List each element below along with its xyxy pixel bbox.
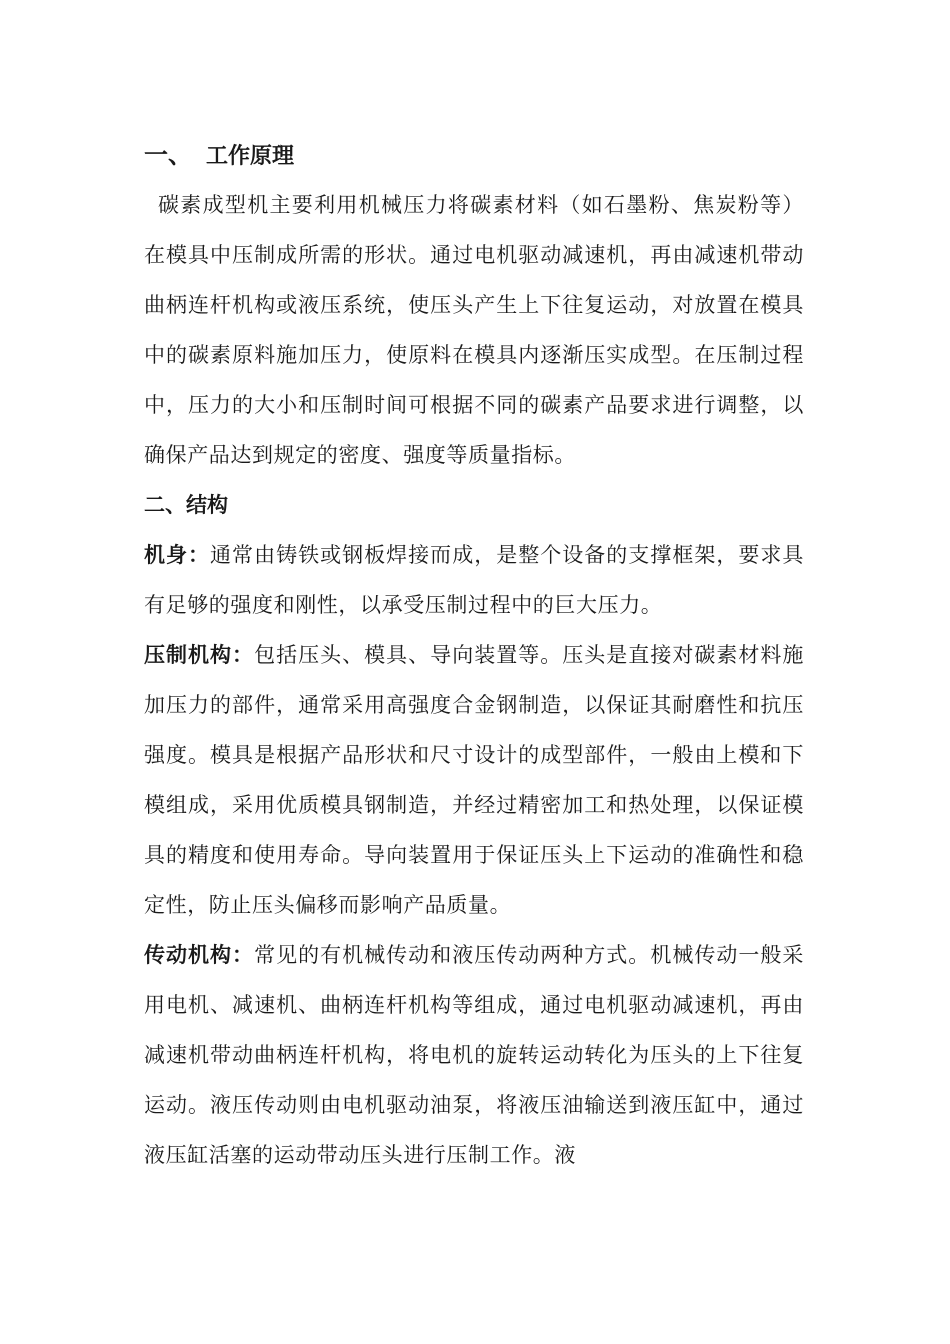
document-page [144, 130, 804, 1180]
structure-item-text: 常见的有机械传动和液压传动两种方式。机械传动一般采用电机、减速机、曲柄连杆机构等组成，通过电机驱动减速机，再由减速机带动曲柄连杆机构，将电机的旋转运动转化为压头的上下往复运动。液压传动则由电机驱动油泵，将液压油输送到液压缸中，通过液压缸活塞的运动带动压头进行压制工作。液 [144, 943, 805, 1167]
structure-item-text: 通常由铸铁或钢板焊接而成，是整个设备的支撑框架，要求具有足够的强度和刚性，以承受压制过程中的巨大压力。 [144, 543, 804, 617]
structure-item-label: 传动机构： [144, 943, 255, 967]
structure-item-label: 机身： [144, 543, 211, 567]
section-1-paragraph: 碳素成型机主要利用机械压力将碳素材料（如石墨粉、焦炭粉等）在模具中压制成所需的形状。通过电机驱动减速机，再由减速机带动曲柄连杆机构或液压系统，使压头产生上下往复运动，对放置在模具中的碳素原料施加压力，使原料在模具内逐渐压实成型。在压制过程中，压力的大小和压制时间可根据不同的碳素产品要求进行调整，以确保产品达到规定的密度、强度等质量指标。 [144, 193, 804, 467]
section-2-heading: 二、结构 [144, 493, 228, 517]
structure-item-label: 压制机构： [144, 643, 255, 667]
structure-item-transmission [144, 930, 804, 1180]
section-1-heading [144, 130, 804, 180]
structure-item-press-mechanism [144, 630, 804, 930]
structure-item-body [144, 530, 804, 630]
section-1-number: 一、 [144, 141, 192, 169]
structure-item-text: 包括压头、模具、导向装置等。压头是直接对碳素材料施加压力的部件，通常采用高强度合金钢制造，以保证其耐磨性和抗压强度。模具是根据产品形状和尺寸设计的成型部件，一般由上模和下模组成，采用优质模具钢制造，并经过精密加工和热处理，以保证模具的精度和使用寿命。导向装置用于保证压头上下运动的准确性和稳定性，防止压头偏移而影响产品质量。 [144, 643, 805, 917]
section-1-title: 工作原理 [206, 144, 295, 169]
